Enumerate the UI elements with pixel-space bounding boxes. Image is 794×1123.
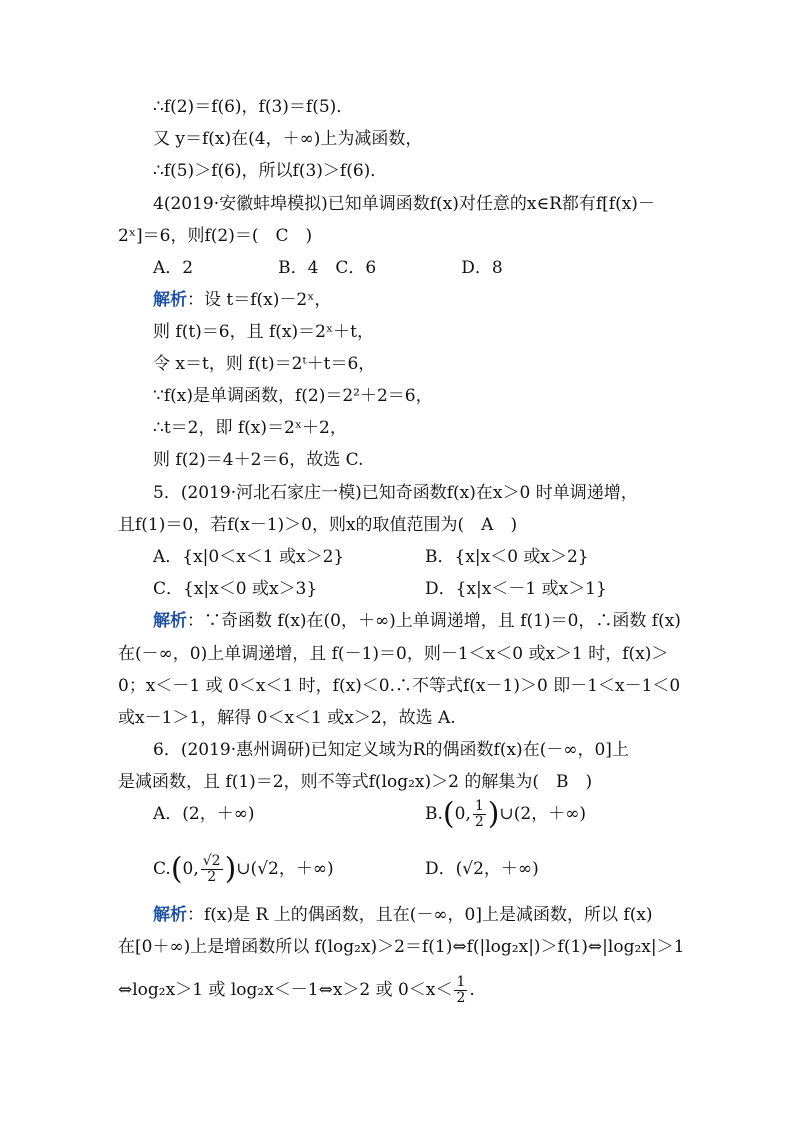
solution-text: ：f(x)是 R 上的偶函数，且在(－∞，0]上是减函数，所以 f(x) [187, 905, 653, 925]
option-b: B．{x|x＜0 或x＞2} [425, 547, 589, 567]
solution-4-line: 令 x＝t，则 f(t)＝2ᵗ＋t＝6， [153, 354, 376, 374]
fraction: $\frac{1}{2}$ [456, 974, 466, 1006]
solution-5-line [153, 610, 681, 632]
solution-4-line: 则 f(t)＝6，且 f(x)＝2ˣ＋t， [153, 322, 375, 342]
solution-label: 解析 [153, 611, 187, 631]
solution-6-line: 在[0＋∞)上是增函数所以 f(log₂x)＞2＝f(1)⇔f(|log₂x|)＞f(1)⇔|log₂x|＞1 [118, 937, 685, 957]
solution-label: 解析 [153, 290, 187, 310]
solution-5-line: 0；x＜－1 或 0＜x＜1 时，f(x)＜0.∴不等式f(x－1)＞0 即－1＜x－1＜0 [118, 676, 681, 696]
option-c: C.(0, $\frac{√2}{2}$ )∪(√2，＋∞) [153, 851, 334, 887]
option-d: D．(√2，＋∞) [425, 859, 539, 879]
solution-6-line: ⇔log₂x＞1 或 log₂x＜－1⇔x＞2 或 0＜x＜ $\frac{1}{2}$ . [118, 974, 475, 1006]
solution-5-line: 在(－∞，0)上单调递增，且 f(－1)＝0，则－1＜x＜0 或x＞1 时，f(x)＞ [118, 644, 669, 664]
question-5-stem: 5．(2019·河北石家庄一模)已知奇函数f(x)在x＞0 时单调递增， [153, 483, 638, 503]
option-d: D．{x|x＜－1 或x＞1} [425, 579, 607, 599]
option-a: A．(2，＋∞) [153, 804, 255, 824]
question-6-stem-cont: 是减函数，且 f(1)＝2，则不等式f(log₂x)＞2 的解集为( B ) [118, 772, 593, 792]
solution-text: ：设 t＝f(x)－2ˣ， [187, 290, 332, 310]
solution-4-line [153, 289, 331, 311]
option-a: A．{x|0＜x＜1 或x＞2} [153, 547, 345, 567]
option-c: C．{x|x＜0 或x＞3} [153, 579, 318, 599]
text-line: ∴f(5)＞f(6)，所以f(3)＞f(6)． [153, 161, 388, 181]
question-4-options: A．2 B．4 C．6 D．8 [153, 258, 503, 278]
solution-6-line [153, 904, 653, 926]
option-b: B.(0, $\frac{1}{2}$ )∪(2，＋∞) [425, 796, 586, 832]
solution-4-line: ∴t＝2，即 f(x)＝2ˣ＋2， [153, 418, 347, 438]
question-5-stem-cont: 且f(1)＝0，若f(x－1)＞0，则x的取值范围为( A ) [118, 515, 518, 535]
solution-4-line: ∵f(x)是单调函数，f(2)＝2²＋2＝6， [153, 386, 433, 406]
solution-5-line: 或x－1＞1，解得 0＜x＜1 或x＞2，故选 A. [118, 708, 456, 728]
question-4-stem-cont: 2ˣ]＝6，则f(2)＝( C ) [118, 226, 313, 246]
fraction: $\frac{√2}{2}$ [202, 853, 221, 885]
solution-text: ：∵奇函数 f(x)在(0，＋∞)上单调递增，且 f(1)＝0，∴函数 f(x) [187, 611, 681, 631]
solution-label: 解析 [153, 905, 187, 925]
question-6-stem: 6．(2019·惠州调研)已知定义域为R的偶函数f(x)在(－∞，0]上 [153, 740, 629, 760]
fraction: $\frac{1}{2}$ [474, 798, 484, 830]
solution-4-line: 则 f(2)＝4＋2＝6，故选 C. [153, 450, 364, 470]
text-line: ∴f(2)＝f(6)，f(3)＝f(5)． [153, 97, 354, 117]
question-4-stem: 4(2019·安徽蚌埠模拟)已知单调函数f(x)对任意的x∈R都有f[f(x)－ [153, 194, 655, 214]
text-line: 又 y＝f(x)在(4，＋∞)上为减函数， [153, 129, 423, 149]
